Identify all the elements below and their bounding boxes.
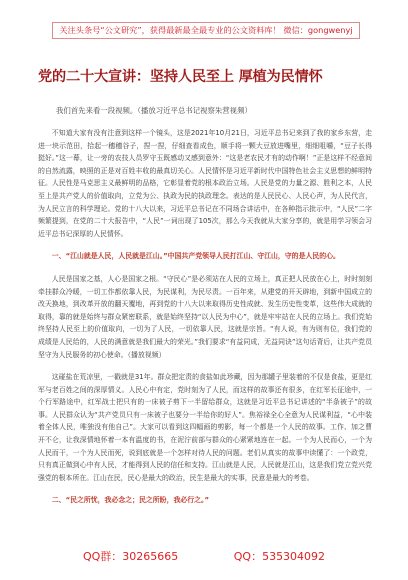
section-heading-2: 二、“民之所忧，我必念之；民之所盼，我必行之。” xyxy=(51,496,209,505)
lead-paragraph: 我们首先来看一段视频。（播放习近平总书记视察朱营视频） xyxy=(56,106,252,115)
footer-contact xyxy=(0,548,408,564)
qq-number: QQ：535304092 xyxy=(233,550,326,563)
section-heading-1: 一、“江山就是人民，人民就是江山。”中国共产党领导人民打江山、守江山，守的是人民的心。 xyxy=(51,252,340,261)
paragraph-section-1: 人民是国家之基，人心是国家之根。“守民心”是必须站在人民的立场上，真正把人民放在心上，时时刻刻牵挂群众冷暖，一切工作都依靠人民，为民谋利，为民尽责。一百年来，从建党的开天辟地，到新中国成立的改天换地，到改革开放的翻天覆地，再到党的十八大以来取得历史性成就、发生历史性变革，这些伟大成就的取得，靠的就是始终与群众紧密联系，就是始终坚持“以人民为中心”，就是牢牢站在人民的立场上。我们党始终坚持人民至上的价值取向，一切为了人民，一切依靠人民，这就是宗旨。“有人说，有为则有位，我们党的成绩是人民给的，人民的满意就是我们最大的荣光。”我们要求“有益同成，无益同诀”这句话背后，让共产党员坚守为人民服务的初心使命。（播放视频） xyxy=(38,274,372,359)
paragraph-story: 这碰盐在荒凉里，一戳就是31年。群众把定责的食盐如此珍藏，因为那罐子里装着的不仅是食盐，更是红军与老百姓之间的深厚情义。人民心中有定，党时刻为了人民，而这样的故事还有很多，在红军长征途中，一个行军路途中，红军战士把只有的一床被子剪下一半留给群众，这就是习近平总书记讲述的“半条被子”的故事。人民群众认为“共产党员只有一床被子也要分一半给你的好人”。焦裕禄全心全意为人民谋利益，“心中装着全体人民，唯独没有他自己”。大家可以看到这四幅画的剪影，每一个都是一个人民的故事。工作、加之曹开不仑，让我深情地怀着一本有温度的书，在泥泞前部与群众的心紧紧地连在一起。一个为人民而心，一个为人民而干，一个为人民而死，说到底就是一个怎样对待人民的问题。老们从真实的故事中读懂了：一个政党，只有真正做到心中有人民，才能得到人民的信任和支持。江山就是人民，人民就是江山，这是我们党立党兴党强党的根本所在。江山在民，民心是最大的政治，民生是最大的实事，民意是最大的考卷。 xyxy=(38,373,372,482)
promo-banner: 关注头条号“公文研究”，获得最新最全最专业的公文资料库！ 微信：gongwenyj xyxy=(52,22,360,39)
qq-group: QQ群：30265665 xyxy=(82,550,179,563)
paragraph-intro: 不知道大家有没有注意到这样一个镜头，这是2021年10月21日，习近平总书记来到了我的家乡东营，走进一块示范田，拾起一穗穗谷子，捏一捏，仔细查看成色，顺手将一颗大豆放进嘴里，细细咀嚼，“豆子长得挺好。”这一幕，让一旁的农技人员罗守玉既感动又感到意外：“这是老农民才有的动作啊！”正是这样不经意间的自然流露，映照的正是对百姓丰收的最真切关心。人民情怀是习近平新时代中国特色社会主义思想的鲜明特征。人民性是马克思主义最鲜明的品格，它彰显着党的根本政治立场。人民是党的力量之源、胜利之本，人民至上是共产党人的价值取向，立党为公、执政为民的执政理念。表达的是人民民心、人民心声，为人民代言，为人民立言的科学理论。党的十八大以来，习近平总书记在不同场合讲话中，在各种指示批示中，“人民”二字频繁提到，在党的二十大报告中，“人民”一词出现了105次，那么今天我就从大家分享的，就是用学习领会习近平总书记深厚的人民情怀。 xyxy=(38,129,372,238)
article-body xyxy=(38,127,372,517)
page-title: 党的二十大宣讲：坚持人民至上 厚植为民情怀 xyxy=(38,69,323,85)
